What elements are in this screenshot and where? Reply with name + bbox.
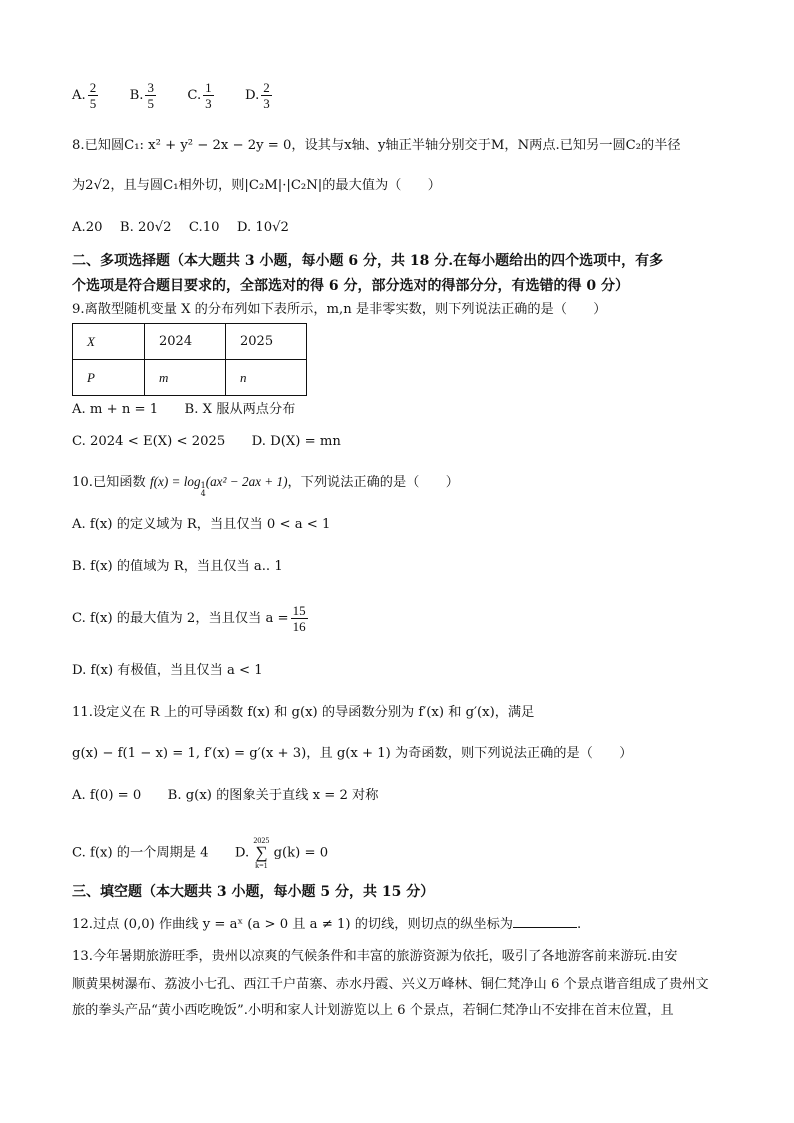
section3-heading: 三、填空题（本大题共 3 小题，每小题 5 分，共 15 分） xyxy=(72,884,435,900)
q7-options xyxy=(72,80,274,111)
table-cell: X xyxy=(73,324,145,360)
table-row xyxy=(73,360,307,396)
q9-stem: 9.离散型随机变量 X 的分布列如下表所示，m,n 是非零实数，则下列说法正确的是（ ） xyxy=(72,302,607,317)
section2-heading-line2: 个选项是符合题目要求的，全部选对的得 6 分，部分选对的得部分分，有选错的得 0 分） xyxy=(72,278,629,294)
log-base: 1 4 xyxy=(200,481,206,498)
fraction: $\frac{2}{3}$ xyxy=(263,80,270,111)
table-cell: 2024 xyxy=(145,324,226,360)
q9-options-line2: C. 2024 < E(X) < 2025 D. D(X) = mn xyxy=(72,434,341,449)
q8-stem-line2: 为2√2，且与圆C₁相外切，则|C₂M|·|C₂N|的最大值为（ ） xyxy=(72,178,441,193)
table-cell: 2025 xyxy=(226,324,307,360)
q7-option-d: D. $\frac{2}{3}$ xyxy=(245,80,270,111)
q10-stem: 10.已知函数 f(x) = log 1 4 (ax² − 2ax + 1)，下列说法正确的是（ ） xyxy=(72,474,459,498)
q13-line2: 顺黄果树瀑布、荔波小七孔、西江千户苗寨、赤水丹霞、兴义万峰林、铜仁梵净山 6 个景点谐音组成了贵州文 xyxy=(72,977,709,992)
table-row xyxy=(73,324,307,360)
q10-option-b: B. f(x) 的值域为 R，当且仅当 a.. 1 xyxy=(72,559,283,574)
section2-heading-line1: 二、多项选择题（本大题共 3 小题，每小题 6 分，共 18 分.在每小题给出的四个选项中，有多 xyxy=(72,253,664,269)
table-cell: n xyxy=(226,360,307,396)
q11-options-line2: C. f(x) 的一个周期是 4 D. 2025 ∑ k=1 g(k) = 0 xyxy=(72,836,329,870)
q7-option-b: B. $\frac{3}{5}$ xyxy=(129,80,154,111)
table-cell: P xyxy=(73,360,145,396)
q13-line1: 13.今年暑期旅游旺季，贵州以凉爽的气候条件和丰富的旅游资源为依托，吸引了各地游客前来游玩.由安 xyxy=(72,949,678,964)
q12-stem: 12.过点 (0,0) 作曲线 y = aˣ (a > 0 且 a ≠ 1) 的切线，则切点的纵坐标为 . xyxy=(72,917,582,932)
q9-options-line1: A. m + n = 1 B. X 服从两点分布 xyxy=(72,402,296,417)
distribution-table xyxy=(72,323,307,396)
fraction: $\frac{15}{16}$ xyxy=(292,603,306,634)
q11-options-line1: A. f(0) = 0 B. g(x) 的图象关于直线 x = 2 对称 xyxy=(72,788,379,803)
q10-option-c: C. f(x) 的最大值为 2，当且仅当 a = $\frac{15}{16}$ xyxy=(72,603,306,634)
answer-blank xyxy=(513,915,577,928)
q11-stem-line2: g(x) − f(1 − x) = 1, f′(x) = g′(x + 3)，且 g(x + 1) 为奇函数，则下列说法正确的是（ ） xyxy=(72,746,633,761)
q8-options: A.20 B. 20√2 C.10 D. 10√2 xyxy=(72,220,289,235)
fraction: $\frac{3}{5}$ xyxy=(147,80,154,111)
table-cell: m xyxy=(145,360,226,396)
q11-stem-line1: 11.设定义在 R 上的可导函数 f(x) 和 g(x) 的导函数分别为 f′(x) 和 g′(x)，满足 xyxy=(72,705,535,720)
q10-option-a: A. f(x) 的定义域为 R，当且仅当 0 < a < 1 xyxy=(72,517,331,532)
q8-stem-line1: 8.已知圆C₁: x² + y² − 2x − 2y = 0，设其与x轴、y轴正半轴分别交于M，N两点.已知另一圆C₂的半径 xyxy=(72,138,681,153)
q10-option-d: D. f(x) 有极值，当且仅当 a < 1 xyxy=(72,663,263,678)
q7-option-a: A. $\frac{2}{5}$ xyxy=(72,80,97,111)
q7-option-c: C. $\frac{1}{3}$ xyxy=(187,80,212,111)
summation: 2025 ∑ k=1 xyxy=(253,836,270,870)
q13-line3: 旅的拳头产品“黄小西吃晚饭”.小明和家人计划游览以上 6 个景点，若铜仁梵净山不安排在首末位置，且 xyxy=(72,1003,674,1018)
fraction: $\frac{2}{5}$ xyxy=(89,80,97,111)
fraction: $\frac{1}{3}$ xyxy=(205,80,212,111)
